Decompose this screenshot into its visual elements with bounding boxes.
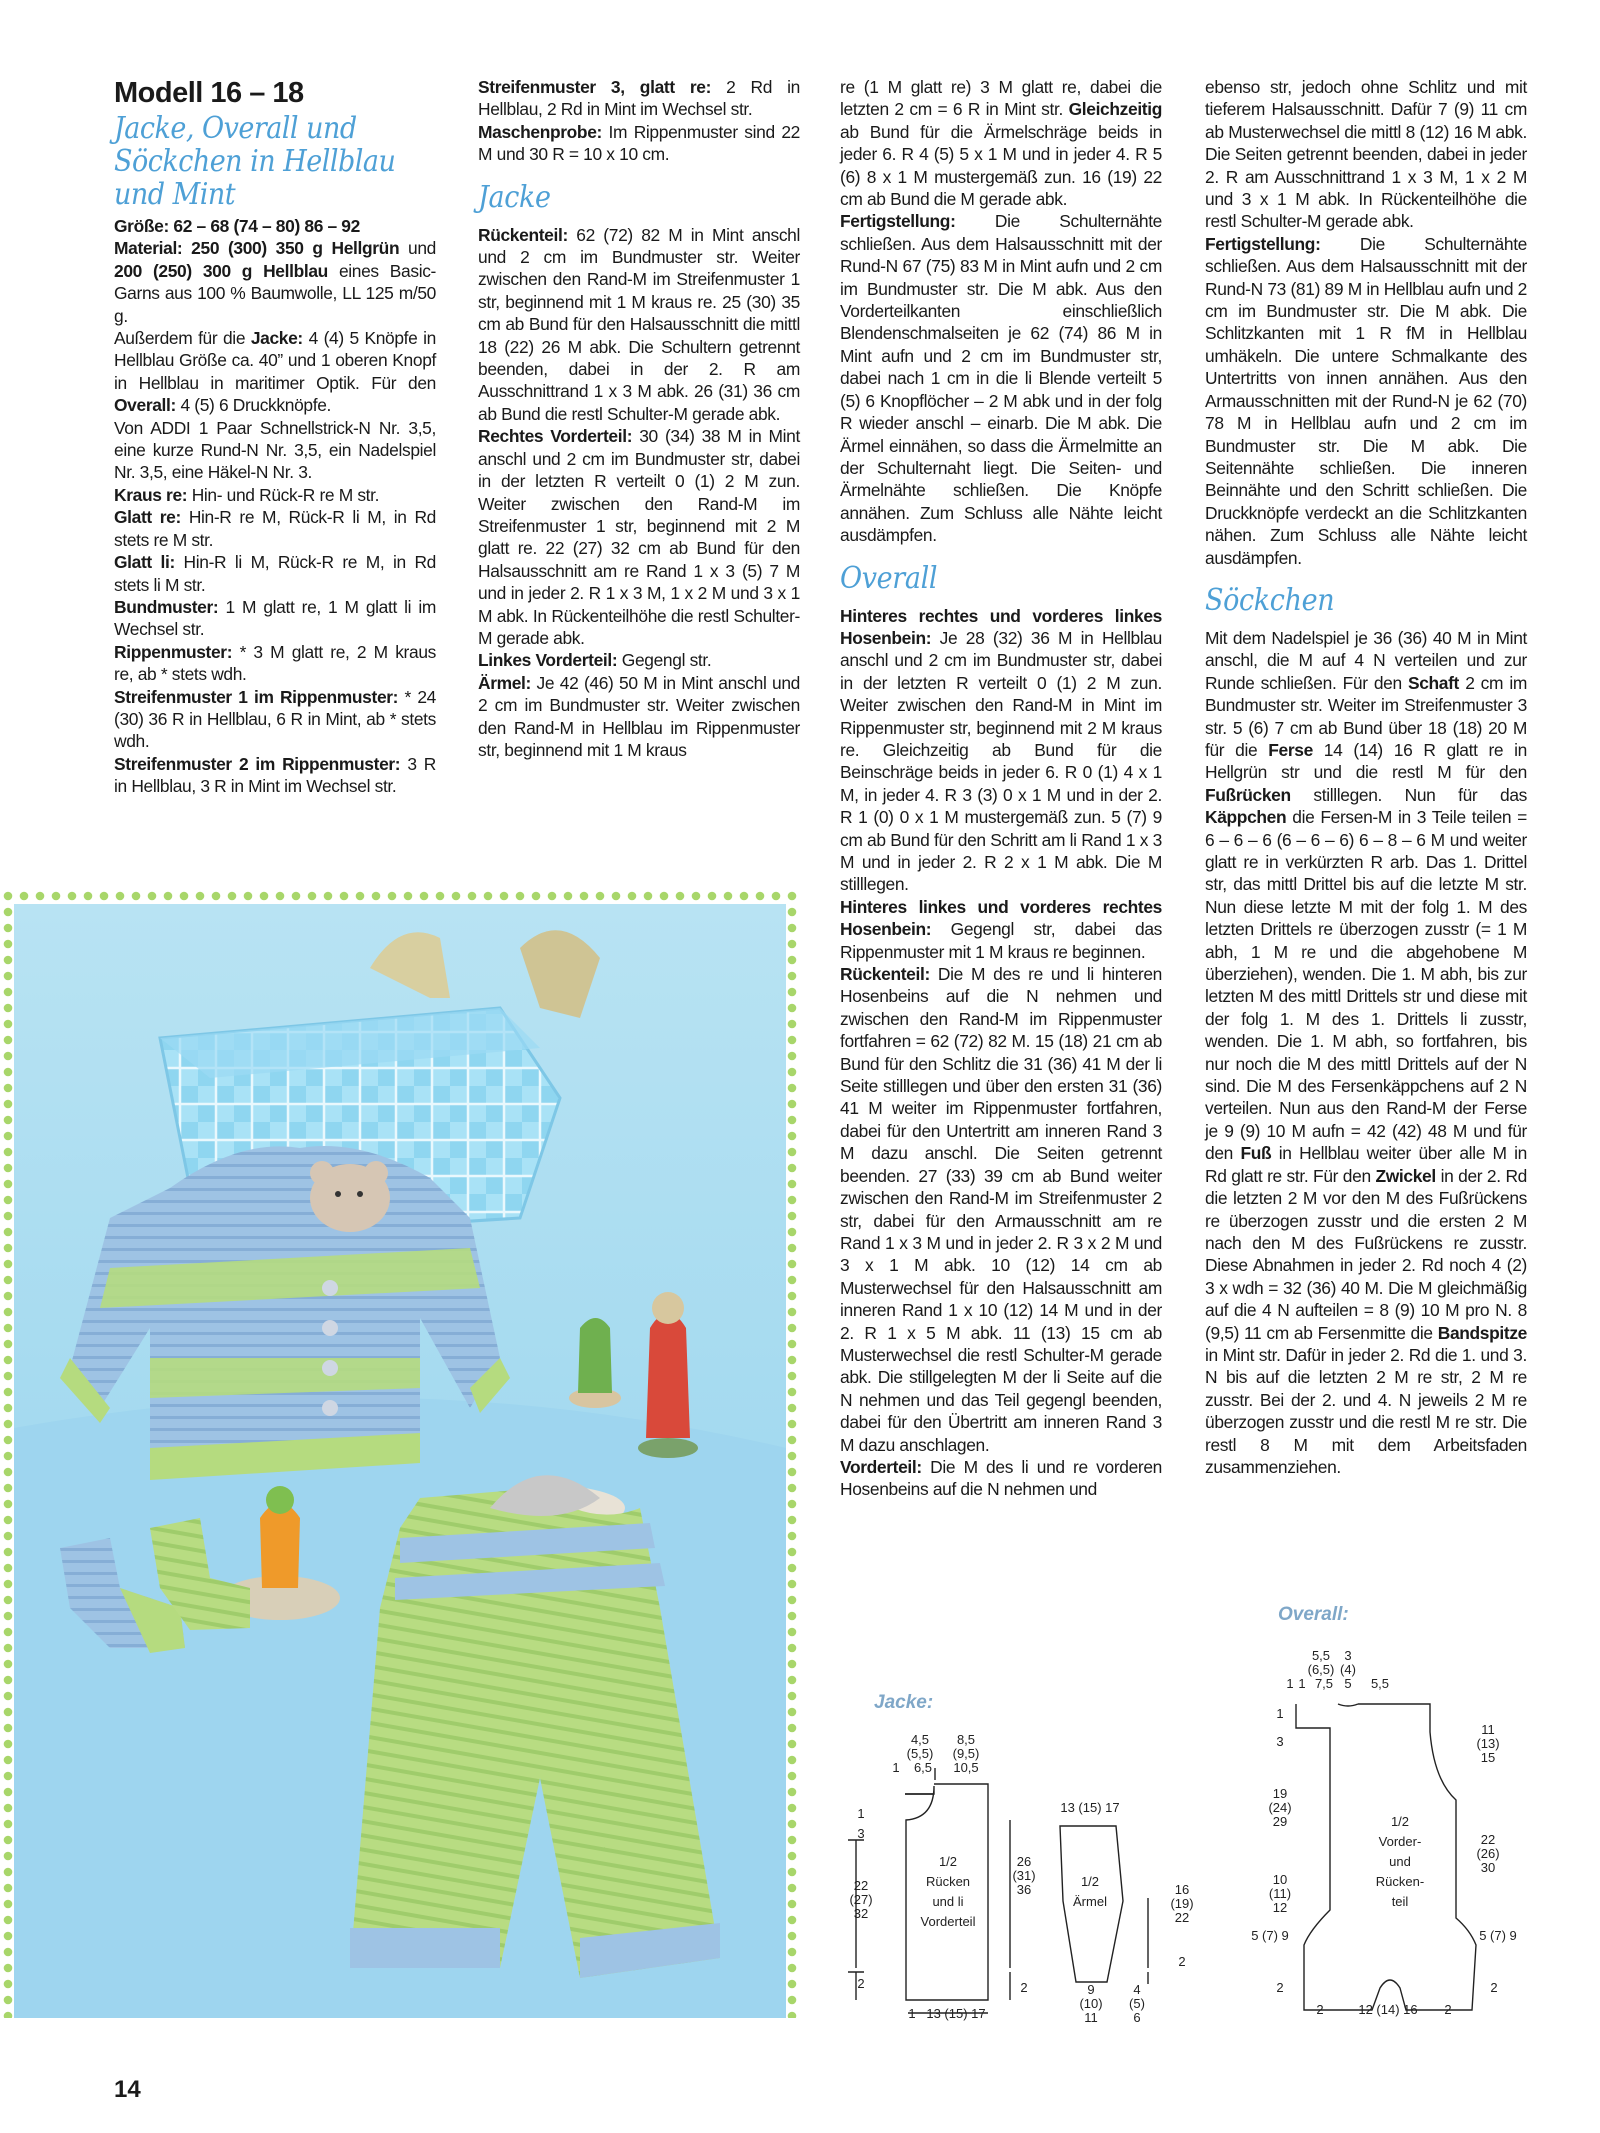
column-2 (478, 76, 800, 761)
schematic-part-label: und li (932, 1894, 964, 1909)
dim-label: 3 (857, 1826, 865, 1841)
dim-label: 5 (7) 9 (1479, 1928, 1517, 1943)
dim-label: 13 (15) 17 (1060, 1800, 1120, 1815)
overall-front-paragraph: Vorderteil: Die M des li und re vorderen Hosenbeins auf die N nehmen und (840, 1456, 1162, 1500)
dim-label: 16 (1174, 1882, 1190, 1897)
section-heading-jacke: Jacke (478, 179, 551, 215)
dim-label: 30 (1480, 1860, 1496, 1875)
schematic-overall (1240, 1600, 1540, 2020)
dim-label: 1 (857, 1806, 865, 1821)
schematic-part-label: Rücken (925, 1874, 971, 1889)
dim-label: 22 (1480, 1832, 1496, 1847)
finishing-paragraph: Fertigstellung: Die Schulternähte schließen. Aus dem Halsausschnitt mit der Rund-N 67 (75) 83 M in Mint aufn und 2 cm im Bundmuster str. Die M abk. Aus den Vorderteilkanten einschließlich Blendenschmalseiten je 62 (74) 86 M in Mint aufn und 2 cm im Bundmuster str, dabei nach 1 cm in die li Blende verteilt 5 (5) 6 Knopflöcher – 2 M abk und in der folg R wieder anschl – einarb. Die M abk. Die Ärmel einnähen, so dass die Ärmelmitte an der Schulternaht liegt. Die Seiten- und Ärmelnähte schließen. Die Knöpfe annähen. Zum Schluss alle Nähte leicht ausdämpfen. (840, 211, 1162, 546)
schematic-caption-jacke: Jacke: (874, 1692, 934, 1713)
overall-back-paragraph: Rückenteil: Die M des re und li hinteren Hosenbeins auf die N nehmen und zwischen den Rand-M im Rippenmuster fortfahren = 62 (72) 82 M. 15 (18) 21 cm ab Bund für den Schlitz die 31 (36) 41 M der li Seite stilllegen und über den ersten 31 (36) 41 M weiter im Rippenmuster fortfahren, dabei für den Untertritt am inneren Rand 3 M dazu anschl. Die Seiten getrennt beenden. 27 (33) 39 cm ab Bund weiter zwischen den Rand-M im Streifenmuster 2 str, dabei für den Armausschnitt am re Rand 1 x 3 M und in jeder 2. R 3 x 2 M und 3 x 1 M abk. 10 (12) 14 cm ab Musterwechsel für den Halsausschnitt am inneren Rand 1 x 10 (12) 14 M und in der 2. R 1 x 5 M abk. 11 (13) 15 cm ab Musterwechsel die restl Schulter-M gerade abk. Die stillgelegten M der li Seite auf die N nehmen und das Teil gegengl beenden, dabei für den Übertritt am inneren Rand 3 M dazu anschlagen. (840, 964, 1162, 1455)
dim-label: (6,5) (1307, 1662, 1335, 1677)
schematic-jacke-drawing (838, 1688, 1218, 2028)
dim-label: 2 (1444, 2002, 1452, 2017)
dim-label: 5,5 (1311, 1648, 1331, 1663)
accessories-paragraph: Außerdem für die Jacke: 4 (4) 5 Knöpfe in Hellblau Größe ca. 40” und 1 oberen Knopf in Hellblau in maritimer Optik. Für den Overall: 4 (5) 6 Druckknöpfe. (114, 328, 436, 416)
dim-label: 2 (1490, 1980, 1498, 1995)
schematic-part-label: 1/2 (1390, 1814, 1410, 1829)
gauge-paragraph: Maschenprobe: Im Rippenmuster sind 22 M und 30 R = 10 x 10 cm. (478, 121, 800, 165)
dim-label: 1 (892, 1760, 900, 1775)
socks-paragraph: Mit dem Nadelspiel je 36 (36) 40 M in Mint anschl, die M auf 4 N verteilen und zur Runde schließen. Für den Schaft 2 cm im Bundmuster str. Weiter im Streifenmuster 3 str. 5 (6) 7 cm ab Bund über 18 (18) 20 M für die Ferse 14 (14) 16 R glatt re in Hellgrün str und die restl M für den Fußrücken stilllegen. Nun für das Käppchen die Fersen-M in 3 Teile teilen = 6 – 6 – 6 (6 – 6 – 6) 6 – 8 – 6 M und weiter glatt re in verkürzten R arb. Das 1. Drittel str, das mittl Drittel bis auf die letzte M str. Nun diese letzte M mit der folg 1. M des letzten Drittels re überzogen zusstr (= 1 M abh, 1 M re und die abgehobene M überziehen), wenden. Die 1. M abh, bis zur letzten M des mittl Drittels str und diese mit der folg 1. M des 1. Drittels li zusstr, wenden. Die 1. M abh, so fortfahren, bis nur noch die M des mittl Drittels auf der N sind. Die M des Fersenkäppchens auf 2 N verteilen. Nun aus den Rand-M der Ferse je 9 (9) 10 M aufn = 42 (42) 48 M und für den Fuß in Hellblau weiter über alle M in Rd glatt re str. Für den Zwickel in der 2. Rd die letzten 2 M vor den M des Fußrückens re überzogen zusstr und die ersten 2 M nach den M des Fußrückens re zusstr. Diese Abnahmen in jeder 2. Rd noch 4 (2) 3 x wdh = 32 (36) 40 M. Die M gleichmäßig auf die 4 N aufteilen = 8 (9) 10 M pro N. 8 (9,5) 11 cm ab Fersenmitte die Bandspitze in Mint str. Dafür in jeder 2. Rd die 1. und 3. N bis auf die letzten 2 M re str, 2 M re zusstr. Bei der 2. und 4. N jeweils 2 M re überzogen zusstr und die restl M re str. Die restl 8 M mit dem Arbeitsfaden zusammenziehen. (1205, 627, 1527, 1477)
glatt-li-paragraph: Glatt li: Hin-R li M, Rück-R re M, in Rd stets li M str. (114, 552, 436, 595)
material-paragraph: Material: 250 (300) 350 g Hellgrün und 200 (250) 300 g Hellblau eines Basic-Garns aus 100 % Baumwolle, LL 125 m/50 g. (114, 238, 436, 326)
dim-label: (11) (1268, 1886, 1292, 1901)
sleeve-continued-paragraph: re (1 M glatt re) 3 M glatt re, dabei die letzten 2 cm = 6 R in Mint str. Gleichzeitig ab Bund für die Ärmelschräge beids in jeder 6. R 4 (5) 5 x 1 M und in jeder 4. R 5 (6) 8 x 1 M mustergemäß zun. 16 (19) 22 cm ab Bund die M gerade abk. (840, 77, 1162, 210)
dim-label: 11 (1084, 2010, 1098, 2025)
dim-label: 22 (1174, 1910, 1190, 1925)
dim-label: (31) (1012, 1868, 1036, 1883)
bund-paragraph: Bundmuster: 1 M glatt re, 1 M glatt li im Wechsel str. (114, 596, 436, 640)
dim-label: 13 (15) 17 (926, 2006, 986, 2021)
dim-label: 3 (1276, 1734, 1284, 1749)
dim-label: 2 (1316, 2002, 1324, 2017)
dim-label: 32 (853, 1906, 869, 1921)
subtitle-line: und Mint (114, 177, 236, 212)
dim-label: 29 (1272, 1814, 1288, 1829)
left-front-paragraph: Linkes Vorderteil: Gegengl str. (478, 650, 712, 671)
page-number: 14 (114, 2076, 141, 2103)
dim-label: 22 (853, 1878, 869, 1893)
schematic-overall-drawing (1240, 1600, 1540, 2020)
schematic-jacke (838, 1688, 1218, 2028)
rippen-paragraph: Rippenmuster: * 3 M glatt re, 2 M kraus re, ab * stets wdh. (114, 641, 436, 685)
dim-label: 2 (857, 1976, 865, 1991)
dim-label: 3 (1344, 1648, 1352, 1663)
sleeve-paragraph: Ärmel: Je 42 (46) 50 M in Mint anschl und 2 cm im Bundmuster str. Weiter zwischen den Rand-M in Hellblau im Rippenmuster str, beginnend mit 1 M kraus (478, 672, 800, 760)
section-heading-soeckchen: Söckchen (1205, 582, 1335, 618)
dim-label: (26) (1476, 1846, 1500, 1861)
photo-illustration (0, 888, 800, 2018)
dim-label: 6 (1133, 2010, 1141, 2025)
schematic-part-label: und (1389, 1854, 1411, 1869)
size-paragraph: Größe: 62 – 68 (74 – 80) 86 – 92 (114, 216, 360, 236)
model-title: Modell 16 – 18 (114, 77, 304, 109)
dim-label: 26 (1016, 1854, 1032, 1869)
dim-label: (5) (1129, 1996, 1145, 2011)
dim-label: 2 (1276, 1980, 1284, 1995)
dim-label: (19) (1170, 1896, 1194, 1911)
schematic-part-label: 1/2 (938, 1854, 958, 1869)
dim-label: 19 (1272, 1786, 1288, 1801)
schematic-part-label: Rücken- (1375, 1874, 1425, 1889)
needles-paragraph: Von ADDI 1 Paar Schnellstrick-N Nr. 3,5, eine kurze Rund-N Nr. 3,5, ein Nadelspiel Nr. 3,5, eine Häkel-N Nr. 3. (114, 417, 436, 483)
dim-label: 12 (14) 16 (1358, 2002, 1418, 2017)
column-3 (840, 76, 1162, 1501)
dim-label: 12 (1272, 1900, 1288, 1915)
section-heading-overall: Overall (840, 560, 938, 596)
dim-label: 2 (1178, 1954, 1186, 1969)
dim-label: (4) (1340, 1662, 1356, 1677)
schematic-part-label: Ärmel (1073, 1894, 1107, 1909)
dim-label: (9,5) (952, 1746, 980, 1761)
dim-label: 5 (1344, 1676, 1352, 1691)
column-4 (1205, 76, 1527, 1478)
dim-label: 11 (1481, 1722, 1495, 1737)
glatt-re-paragraph: Glatt re: Hin-R re M, Rück-R li M, in Rd stets re M str. (114, 507, 436, 550)
dim-label: 36 (1016, 1882, 1032, 1897)
schematic-part-label: 1/2 (1080, 1874, 1100, 1889)
dim-label: (13) (1476, 1736, 1500, 1751)
dim-label: 1 (1276, 1706, 1284, 1721)
dim-label: 2 (1020, 1980, 1028, 1995)
kraus-paragraph: Kraus re: Hin- und Rück-R re M str. (114, 484, 380, 505)
schematic-part-label: Vorderteil (920, 1914, 976, 1929)
streifen2-paragraph: Streifenmuster 2 im Rippenmuster: 3 R in Hellblau, 3 R in Mint im Wechsel str. (114, 753, 437, 797)
model-subtitle (114, 112, 436, 211)
schematic-part-label: Vorder- (1378, 1834, 1422, 1849)
dim-label: 9 (1087, 1982, 1095, 1997)
subtitle-line: Jacke, Overall und (114, 111, 357, 146)
streifen3-paragraph: Streifenmuster 3, glatt re: 2 Rd in Hellblau, 2 Rd in Mint im Wechsel str. (478, 77, 800, 120)
dim-label: (5,5) (906, 1746, 934, 1761)
back-paragraph: Rückenteil: 62 (72) 82 M in Mint anschl und 2 cm im Bundmuster str. Weiter zwischen den Rand-M im Streifenmuster 1 str, beginnend mit 1 M kraus re. 25 (30) 35 cm ab Bund für den Halsausschnitt die mittl 18 (22) 26 M abk. Die Schultern getrennt beenden, dabei in der 2. R am Ausschnittrand 1 x 3 M abk. 26 (31) 36 cm ab Bund die restl Schulter-M gerade abk. (478, 224, 800, 424)
dim-label: 5 (7) 9 (1251, 1928, 1289, 1943)
front-continued-paragraph: ebenso str, jedoch ohne Schlitz und mit tieferem Halsausschnitt. Dafür 7 (9) 11 cm ab Musterwechsel die mittl 8 (12) 16 M abk. Die Seiten getrennt beenden, dabei in jeder 2. R am Ausschnittrand 1 x 3 M, 1 x 2 M und 3 x 1 M abk. In Rückenteilhöhe die restl Schulter-M gerade abk. (1205, 77, 1527, 232)
dim-label: 1 (1298, 1676, 1306, 1691)
dim-label: 15 (1480, 1750, 1496, 1765)
dim-label: 8,5 (956, 1732, 976, 1747)
dim-label: 1 (1286, 1676, 1294, 1691)
dim-label: (24) (1268, 1800, 1292, 1815)
dim-label: (10) (1079, 1996, 1103, 2011)
leg-left-paragraph: Hinteres linkes und vorderes rechtes Hosenbein: Gegengl str, dabei das Rippenmuster mit 1 M kraus re beginnen. (840, 896, 1162, 962)
leg-right-paragraph: Hinteres rechtes und vorderes linkes Hosenbein: Je 28 (32) 36 M in Hellblau anschl und 2 cm im Bundmuster str, dabei in der letzten R verteilt 0 (1) 2 M zun. Weiter zwischen den Rand-M in Mint im Rippenmuster str, beginnend mit 2 M kraus re. Gleichzeitig ab Bund für die Beinschräge beids in jeder 6. R 0 (1) 4 x 1 M, in jeder 4. R 3 (3) 0 x 1 M und in der 2. R 1 (0) 0 x 1 M mustergemäß zun. 5 (7) 9 cm ab Bund für den Schritt am li Rand 1 x 3 M und in jeder 2. R 2 x 1 M abk. Die M stilllegen. (840, 605, 1162, 895)
dim-label: 6,5 (913, 1760, 933, 1775)
schematic-part-label: teil (1391, 1894, 1409, 1909)
overall-finishing-paragraph: Fertigstellung: Die Schulternähte schließen. Aus dem Halsausschnitt mit der Rund-N 73 (81) 89 M in Hellblau aufn und 2 cm im Bundmuster str. Die M abk. Die Schlitzkanten mit 1 R fM in Hellblau umhäkeln. Die untere Schmalkante des Untertritts von innen annähen. Aus den Armausschnitten mit der Rund-N je 62 (70) 78 M in Hellblau aufn und 2 cm im Bundmuster str. Die M abk. Die Seitennähte schließen. Die inneren Beinnähte und den Schritt schließen. Die Druckknöpfe verdeckt an die Schlitzkanten nähen. Zum Schluss alle Nähte leicht ausdämpfen. (1205, 233, 1527, 568)
product-photo (0, 888, 800, 2018)
column-1 (114, 76, 436, 798)
dim-label: 10 (1272, 1872, 1288, 1887)
right-front-paragraph: Rechtes Vorderteil: 30 (34) 38 M in Mint anschl und 2 cm im Bundmuster str, dabei in der letzten R verteilt 0 (1) 2 M zun. Weiter zwischen den Rand-M im Streifenmuster 1 str, beginnend mit 2 M glatt re. 22 (27) 32 cm ab Bund für den Halsausschnitt am re Rand 1 x 3 (5) 7 M und in jeder 2. R 1 x 3 M, 1 x 2 M und 3 x 1 M abk. In Rückenteilhöhe die restl Schulter-M gerade abk. (478, 426, 800, 648)
schematic-caption-overall: Overall: (1278, 1604, 1349, 1625)
dim-label: 4,5 (910, 1732, 930, 1747)
dim-label: 4 (1133, 1982, 1141, 1997)
dim-label: 1 (908, 2006, 916, 2021)
subtitle-line: Söckchen in Hellblau (114, 144, 396, 179)
dim-label: 10,5 (953, 1760, 979, 1775)
dim-label: 5,5 (1370, 1676, 1390, 1691)
streifen1-paragraph: Streifenmuster 1 im Rippenmuster: * 24 (30) 36 R in Hellblau, 6 R in Mint, ab * stets wdh. (114, 686, 436, 752)
dim-label: 7,5 (1314, 1676, 1334, 1691)
dim-label: (27) (849, 1892, 873, 1907)
